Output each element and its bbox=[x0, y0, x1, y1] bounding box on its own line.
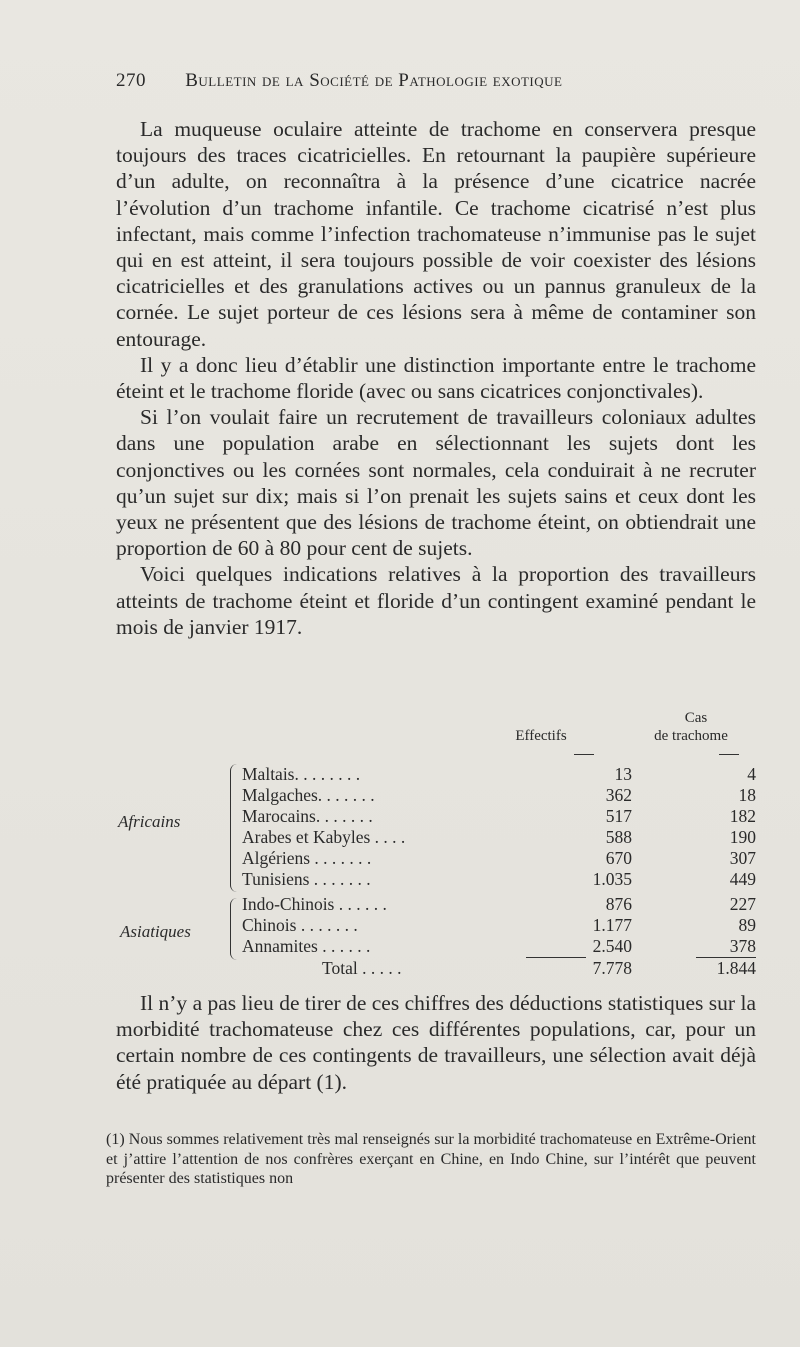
row-name: Tunisiens . . . . . . . bbox=[242, 869, 371, 889]
table-row bbox=[242, 827, 756, 849]
group-label-africains: Africains bbox=[118, 812, 181, 831]
col-header-cas-2: de trachome bbox=[654, 728, 728, 744]
row-cas: 307 bbox=[729, 848, 756, 868]
col-dash bbox=[574, 754, 594, 755]
body-text bbox=[116, 116, 756, 640]
row-effectifs: 517 bbox=[605, 806, 632, 826]
row-effectifs: 670 bbox=[605, 848, 632, 868]
row-cas: 449 bbox=[729, 869, 756, 889]
table-row bbox=[242, 915, 756, 937]
total-label: Total . . . . . bbox=[322, 958, 402, 978]
row-effectifs: 13 bbox=[614, 764, 632, 784]
col-header-effectifs: Effectifs bbox=[515, 728, 567, 744]
row-effectifs: 1.035 bbox=[592, 869, 632, 889]
table-row bbox=[242, 764, 756, 786]
running-header bbox=[116, 70, 756, 92]
row-cas: 18 bbox=[738, 785, 756, 805]
row-name: Annamites . . . . . . bbox=[242, 936, 371, 956]
row-name: Malgaches. . . . . . . bbox=[242, 785, 375, 805]
table-row bbox=[242, 848, 756, 870]
table-row bbox=[242, 806, 756, 828]
row-effectifs: 362 bbox=[605, 785, 632, 805]
total-cas: 1.844 bbox=[716, 958, 756, 978]
row-name: Chinois . . . . . . . bbox=[242, 915, 358, 935]
table-row bbox=[242, 785, 756, 807]
table-row bbox=[242, 936, 756, 958]
paragraph: Il n’y a pas lieu de tirer de ces chiffres des déductions statistiques sur la morbidité trachomateuse chez ces différentes populations, car, pour un certain nombre de ces contingents de travailleurs, une sélection avait déjà été pratiquée au départ (1). bbox=[116, 991, 756, 1094]
paragraph: Il y a donc lieu d’établir une distinction importante entre le trachome éteint et le trachome floride (avec ou sans cicatrices conjonctivales). bbox=[116, 352, 756, 404]
row-effectifs: 2.540 bbox=[592, 936, 632, 956]
row-effectifs: 588 bbox=[605, 827, 632, 847]
col-header-cas-1: Cas bbox=[684, 710, 708, 726]
row-effectifs: 1.177 bbox=[592, 915, 632, 935]
row-name: Maltais. . . . . . . . bbox=[242, 764, 361, 784]
footnote: (1) Nous sommes relativement très mal renseignés sur la morbidité trachomateuse en Extrême-Orient et j’attire l’attention de nos confrères exerçant en Chine, en Indo Chine, sur l’intérêt que peuvent présenter des statistiques non bbox=[106, 1131, 756, 1187]
row-cas: 378 bbox=[729, 936, 756, 956]
row-cas: 190 bbox=[729, 827, 756, 847]
total-row bbox=[242, 958, 756, 980]
row-name: Arabes et Kabyles . . . . bbox=[242, 827, 406, 847]
page-number: 270 bbox=[116, 70, 146, 91]
row-name: Algériens . . . . . . . bbox=[242, 848, 372, 868]
col-dash bbox=[719, 754, 739, 755]
table-row bbox=[242, 869, 756, 891]
group-label-asiatiques: Asiatiques bbox=[120, 922, 191, 941]
brace bbox=[230, 898, 237, 960]
trachoma-table bbox=[116, 708, 756, 978]
row-cas: 89 bbox=[738, 915, 756, 935]
paragraph: Voici quelques indications relatives à la proportion des travailleurs atteints de trachome éteint et floride d’un contingent examiné pendant le mois de janvier 1917. bbox=[116, 562, 756, 639]
row-cas: 227 bbox=[729, 894, 756, 914]
paragraph: La muqueuse oculaire atteinte de trachome en conservera presque toujours des traces cicatricielles. En retournant la paupière supérieure d’un adulte, on reconnaîtra à la présence d’une cicatrice nacrée l’évolution d’un trachome infantile. Ce trachome cicatrisé n’est plus infectant, mais comme l’infection trachomateuse n’immunise pas le sujet qui en est atteint, il sera toujours possible de voir coexister des lésions cicatricielles et des granulations actives ou un pannus granuleux de la cornée. Le sujet porteur de ces lésions sera à même de contaminer son entourage. bbox=[116, 117, 756, 351]
paragraph: Si l’on voulait faire un recrutement de travailleurs coloniaux adultes dans une population arabe en sélectionnant les sujets dont les conjonctives ou les cornées sont normales, cela conduirait à ne recruter qu’un sujet sur dix; mais si l’on prenait les sujets sains et ceux dont les yeux ne présentent que des lésions de trachome éteint, on obtiendrait une proportion de 60 à 80 pour cent de sujets. bbox=[116, 405, 756, 561]
after-table-text bbox=[116, 990, 756, 1095]
row-effectifs: 876 bbox=[605, 894, 632, 914]
row-cas: 4 bbox=[747, 764, 756, 784]
journal-title: Bulletin de la Société de Pathologie exotique bbox=[185, 70, 563, 91]
row-name: Indo-Chinois . . . . . . bbox=[242, 894, 387, 914]
row-name: Marocains. . . . . . . bbox=[242, 806, 373, 826]
total-effectifs: 7.778 bbox=[592, 958, 632, 978]
row-cas: 182 bbox=[729, 806, 756, 826]
brace bbox=[230, 764, 237, 892]
table-row bbox=[242, 894, 756, 916]
